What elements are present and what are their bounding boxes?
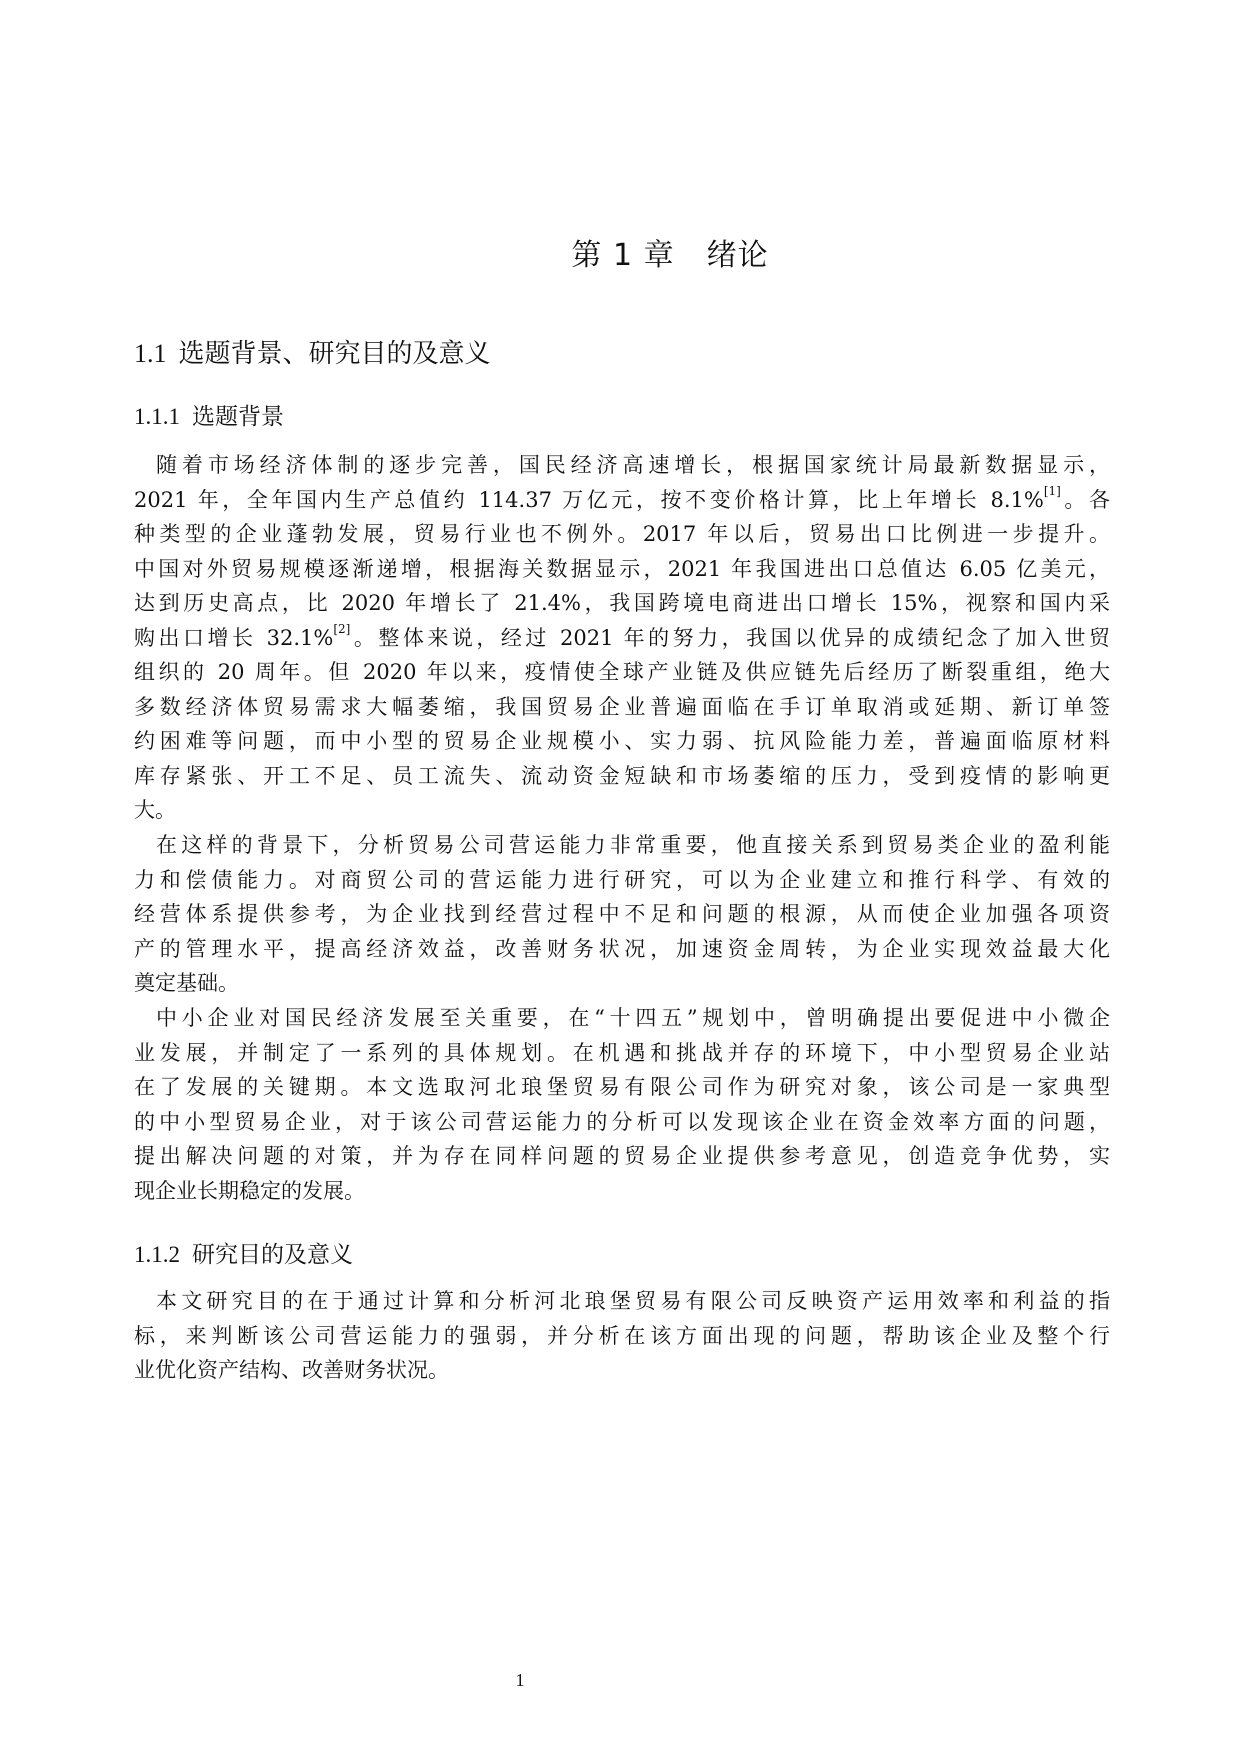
text-line: 约困难等问题，而中小型的贸易企业规模小、实力弱、抗风险能力差，普遍面临原材料 [134, 729, 1110, 753]
text-line: 奠定基础。 [134, 971, 239, 995]
text-line: 业优化资产结构、改善财务状况。 [134, 1358, 449, 1382]
text-line: 组织的 20 周年。但 2020 年以来，疫情使全球产业链及供应链先后经历了断裂重组，绝大 [134, 660, 1110, 684]
text-line: 业发展，并制定了一系列的具体规划。在机遇和挑战并存的环境下，中小型贸易企业站 [134, 1040, 1110, 1065]
text-line: 大。 [134, 798, 176, 822]
chapter-name: 绪论 [706, 238, 769, 273]
text-line: 2021 年，全年国内生产总值约 114.37 万亿元，按不变价格计算，比上年增长 8.1%[1]。各 [134, 483, 1110, 512]
text-line: 随着市场经济体制的逐步完善，国民经济高速增长，根据国家统计局最新数据显示， [156, 453, 1110, 477]
text-line: 标，来判断该公司营运能力的强弱，并分析在该方面出现的问题，帮助该企业及整个行 [134, 1323, 1110, 1348]
section-heading-1-1-1 [134, 401, 284, 433]
text-line: 在这样的背景下，分析贸易公司营运能力非常重要，他直接关系到贸易类企业的盈利能 [156, 833, 1110, 857]
citation-ref-2[interactable]: [2] [333, 621, 351, 636]
section-heading-1-1-2 [134, 1239, 353, 1271]
page-number: 1 [515, 1670, 525, 1690]
section-number: 1.1.1 [134, 404, 180, 429]
text-line: 力和偿债能力。对商贸公司的营运能力进行研究，可以为企业建立和推行科学、有效的 [134, 867, 1110, 892]
paragraph-background-3 [134, 1001, 1110, 1208]
text-line: 购出口增长 32.1%[2]。整体来说，经过 2021 年的努力，我国以优异的成绩纪念了加入世贸 [134, 621, 1110, 650]
section-title: 选题背景 [192, 404, 284, 430]
paragraph-background-1 [134, 448, 1110, 828]
text-line: 提出解决问题的对策，并为存在同样问题的贸易企业提供参考意见，创造竞争优势，实 [134, 1144, 1110, 1168]
text-line: 多数经济体贸易需求大幅萎缩，我国贸易企业普遍面临在手订单取消或延期、新订单签 [134, 694, 1110, 719]
section-title: 研究目的及意义 [192, 1242, 353, 1268]
paragraph-purpose-1 [134, 1284, 1110, 1388]
section-title: 选题背景、研究目的及意义 [178, 339, 491, 369]
paragraph-background-2 [134, 828, 1110, 1001]
section-number: 1.1 [134, 339, 167, 368]
text-line: 中国对外贸易规模逐渐递增，根据海关数据显示，2021 年我国进出口总值达 6.05 亿美元， [134, 556, 1110, 581]
section-heading-1-1 [134, 336, 491, 372]
text-line: 现企业长期稳定的发展。 [134, 1178, 365, 1203]
chapter-title [50, 236, 1240, 276]
text-line: 的中小型贸易企业，对于该公司营运能力的分析可以发现该企业在资金效率方面的问题， [134, 1109, 1110, 1134]
text-line: 达到历史高点，比 2020 年增长了 21.4%，我国跨境电商进出口增长 15%，视察和国内采 [134, 591, 1110, 615]
text-line: 种类型的企业蓬勃发展，贸易行业也不例外。2017 年以后，贸易出口比例进一步提升。 [134, 522, 1110, 546]
citation-ref-1[interactable]: [1] [1043, 483, 1061, 498]
text-line: 产的管理水平，提高经济效益，改善财务状况，加速资金周转，为企业实现效益最大化 [134, 936, 1110, 961]
text-line: 经营体系提供参考，为企业找到经营过程中不足和问题的根源，从而使企业加强各项资 [134, 902, 1110, 926]
text-line: 库存紧张、开工不足、员工流失、流动资金短缺和市场萎缩的压力，受到疫情的影响更 [134, 763, 1110, 788]
section-number: 1.1.2 [134, 1242, 180, 1267]
text-line: 中小企业对国民经济发展至关重要，在“十四五”规划中，曾明确提出要促进中小微企 [156, 1006, 1110, 1030]
text-line: 本文研究目的在于通过计算和分析河北琅堡贸易有限公司反映资产运用效率和利益的指 [156, 1289, 1110, 1313]
text-line: 在了发展的关键期。本文选取河北琅堡贸易有限公司作为研究对象，该公司是一家典型 [134, 1075, 1110, 1099]
chapter-number: 第 1 章 [571, 238, 675, 273]
